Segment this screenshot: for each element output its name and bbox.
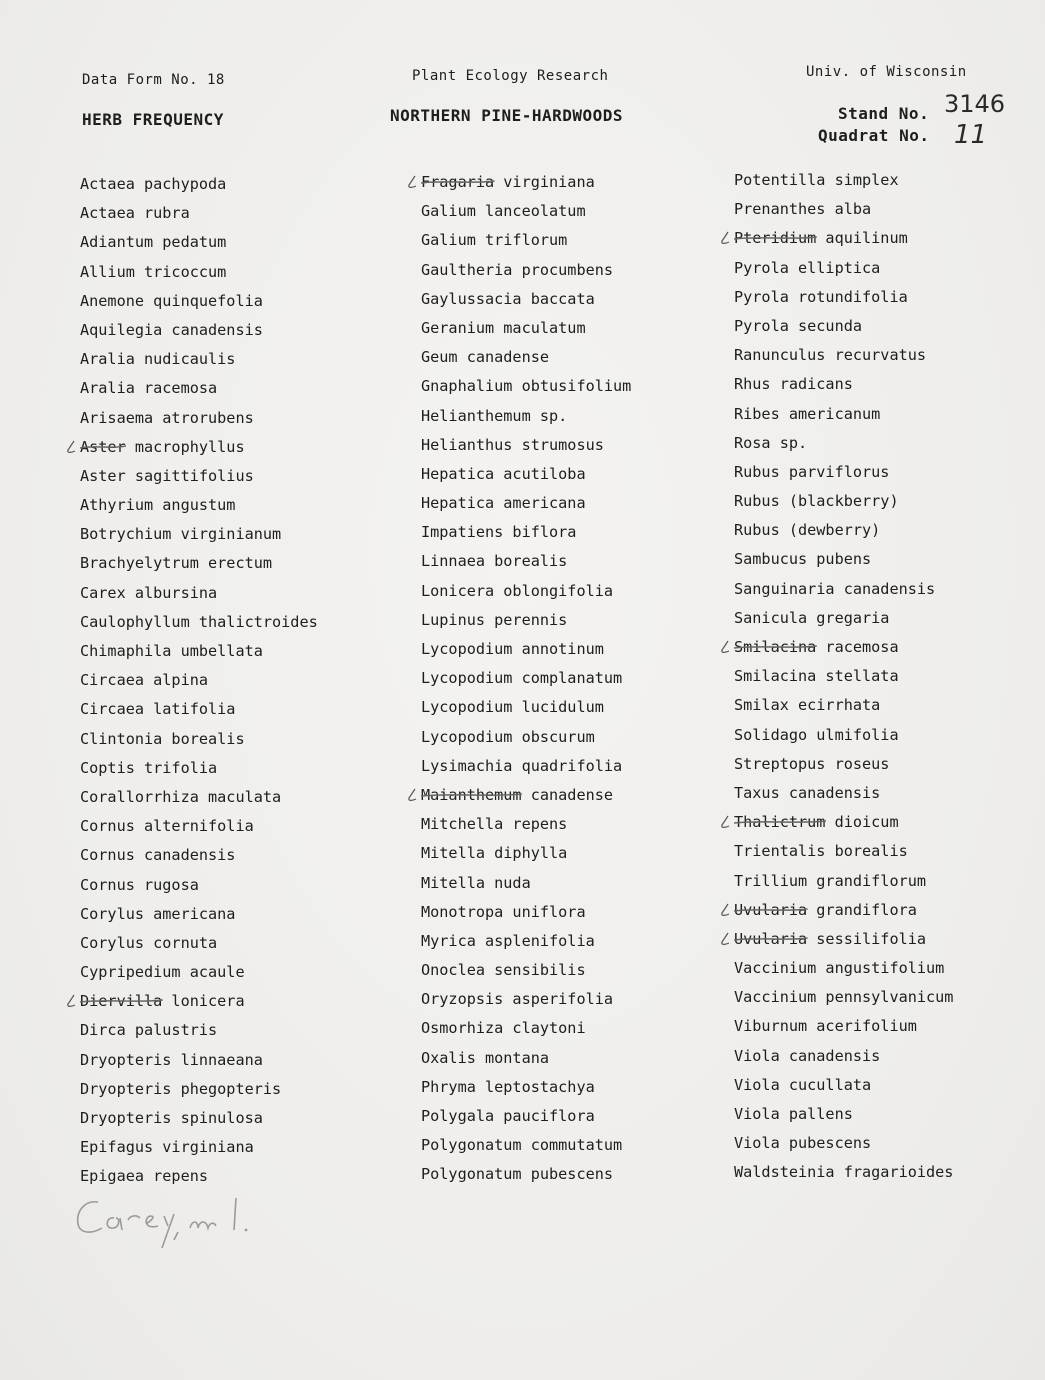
species-item <box>734 779 953 808</box>
species-name: Viola cucullata <box>734 1075 872 1094</box>
check-mark-icon <box>407 788 417 802</box>
species-item <box>80 374 318 403</box>
species-item <box>734 312 953 341</box>
species-item <box>80 345 318 374</box>
species-item <box>734 837 953 866</box>
species-item <box>421 869 631 898</box>
species-item <box>734 341 953 370</box>
species-name: Helianthemum sp. <box>421 406 568 425</box>
species-name: Pyrola secunda <box>734 316 863 335</box>
species-item <box>734 458 953 487</box>
species-name: Galium lanceolatum <box>421 202 586 221</box>
species-name: Vaccinium pennsylvanicum <box>734 988 954 1007</box>
species-item <box>421 664 631 693</box>
species-name: Lycopodium complanatum <box>421 669 623 688</box>
species-name: Onoclea sensibilis <box>421 961 586 980</box>
species-name: Osmorhiza claytoni <box>421 1019 586 1038</box>
strike-mark <box>734 818 826 826</box>
species-item <box>421 781 631 810</box>
species-item <box>734 1071 953 1100</box>
species-item <box>734 1129 953 1158</box>
species-name: Trientalis borealis <box>734 842 908 861</box>
species-name: Polygala pauciflora <box>421 1107 595 1125</box>
species-name: Corylus americana <box>80 904 236 923</box>
species-item <box>421 985 631 1014</box>
species-name: Corylus cornuta <box>80 933 218 952</box>
species-item <box>734 954 953 983</box>
species-item <box>80 520 318 549</box>
species-name: Circaea alpina <box>80 671 209 690</box>
species-item <box>734 1100 953 1129</box>
species-item <box>734 400 953 429</box>
species-name: Monotropa uniflora <box>421 902 586 921</box>
university-name: Univ. of Wisconsin <box>806 64 967 80</box>
community-title: NORTHERN PINE-HARDWOODS <box>390 106 624 125</box>
species-name: Aralia racemosa <box>80 379 218 398</box>
check-mark-icon <box>720 640 730 654</box>
species-column-2 <box>421 168 631 1190</box>
species-item <box>734 516 953 545</box>
species-item <box>734 925 953 954</box>
species-item <box>421 810 631 839</box>
species-name: Corallorrhiza maculata <box>80 787 282 806</box>
species-item <box>80 1133 318 1162</box>
check-mark-icon <box>66 440 76 454</box>
species-item <box>421 752 631 781</box>
species-name: Aralia nudicaulis <box>80 350 236 369</box>
species-name: Rubus (dewberry) <box>734 521 881 540</box>
species-item <box>421 635 631 664</box>
species-name: Viola canadensis <box>734 1046 881 1065</box>
species-item <box>80 549 318 578</box>
species-name: Botrychium virginianum <box>80 525 282 544</box>
species-item <box>421 226 631 255</box>
species-name: Gnaphalium obtusifolium <box>421 377 632 396</box>
species-name: Lycopodium obscurum <box>421 727 595 746</box>
species-name: Phryma leptostachya <box>421 1077 595 1096</box>
species-name: Lonicera oblongifolia <box>421 581 614 600</box>
species-name: Solidago ulmifolia <box>734 725 899 744</box>
species-name: Mitella nuda <box>421 873 531 892</box>
species-item <box>80 783 318 812</box>
check-mark-icon <box>720 903 730 917</box>
strike-mark <box>734 234 817 242</box>
species-item <box>421 402 631 431</box>
species-name: Trillium grandiflorum <box>734 871 927 890</box>
species-item <box>734 224 953 253</box>
species-name: Epigaea repens <box>80 1167 209 1186</box>
species-item <box>421 1102 631 1131</box>
species-item <box>421 898 631 927</box>
species-name: Sambucus pubens <box>734 550 872 569</box>
species-name: Oryzopsis asperifolia <box>421 990 614 1009</box>
species-name: Dryopteris phegopteris <box>80 1079 282 1098</box>
species-item <box>421 314 631 343</box>
species-name: Rosa sp. <box>734 433 808 452</box>
species-name: Galium triflorum <box>421 231 568 250</box>
species-name: Taxus canadensis <box>734 783 881 802</box>
species-name: Ranunculus recurvatus <box>734 346 927 365</box>
species-name: Cornus alternifolia <box>80 817 254 836</box>
species-item <box>421 956 631 985</box>
species-item <box>421 372 631 401</box>
species-item <box>421 693 631 722</box>
species-item <box>734 195 953 224</box>
form-number: Data Form No. 18 <box>82 72 225 88</box>
species-item <box>734 750 953 779</box>
program-name: Plant Ecology Research <box>412 68 609 84</box>
species-item <box>734 604 953 633</box>
species-item <box>421 839 631 868</box>
species-item <box>421 606 631 635</box>
species-name: Actaea rubra <box>80 204 190 223</box>
species-name: Actaea pachypoda <box>80 175 227 193</box>
species-name: Aster macrophyllus <box>80 437 245 456</box>
species-name: Ribes americanum <box>734 404 881 423</box>
species-name: Anemone quinquefolia <box>80 291 263 310</box>
handwritten-signature <box>70 1190 270 1250</box>
species-item <box>421 1044 631 1073</box>
species-name: Arisaema atrorubens <box>80 408 254 427</box>
species-item <box>80 170 318 199</box>
species-name: Aquilegia canadensis <box>80 320 263 339</box>
species-item <box>421 547 631 576</box>
species-name: Pteridium aquilinum <box>734 229 908 248</box>
strike-mark <box>421 791 522 799</box>
species-item <box>80 900 318 929</box>
check-mark-icon <box>720 231 730 245</box>
species-name: Smilax ecirrhata <box>734 696 881 715</box>
species-name: Caulophyllum thalictroides <box>80 612 318 631</box>
species-name: Gaultheria procumbens <box>421 260 614 279</box>
species-item <box>80 404 318 433</box>
species-item <box>421 285 631 314</box>
species-item <box>734 808 953 837</box>
species-item <box>80 987 318 1016</box>
strike-mark <box>80 443 126 451</box>
species-name: Vaccinium angustifolium <box>734 959 945 978</box>
species-name: Athyrium angustum <box>80 496 236 515</box>
species-item <box>421 256 631 285</box>
species-name: Dirca palustris <box>80 1021 218 1040</box>
species-name: Thalictrum dioicum <box>734 813 899 832</box>
species-item <box>80 258 318 287</box>
species-item <box>80 666 318 695</box>
species-item <box>80 287 318 316</box>
species-item <box>421 197 631 226</box>
species-name: Rhus radicans <box>734 375 853 394</box>
species-item <box>80 695 318 724</box>
species-item <box>734 721 953 750</box>
species-name: Diervilla lonicera <box>80 992 245 1011</box>
species-name: Prenanthes alba <box>734 200 872 219</box>
species-item <box>734 166 953 195</box>
species-name: Lysimachia quadrifolia <box>421 756 623 775</box>
species-name: Adiantum pedatum <box>80 233 227 252</box>
species-item <box>80 871 318 900</box>
species-name: Impatiens biflora <box>421 523 577 542</box>
species-item <box>734 983 953 1012</box>
species-item <box>734 1012 953 1041</box>
species-name: Streptopus roseus <box>734 754 890 773</box>
species-item <box>421 343 631 372</box>
species-name: Carex albursina <box>80 583 218 602</box>
species-name: Potentilla simplex <box>734 171 899 189</box>
species-name: Dryopteris spinulosa <box>80 1109 263 1127</box>
species-name: Uvularia grandiflora <box>734 900 917 919</box>
species-item <box>80 1046 318 1075</box>
species-name: Helianthus strumosus <box>421 435 604 454</box>
species-name: Cypripedium acaule <box>80 963 245 982</box>
species-name: Pyrola rotundifolia <box>734 287 908 306</box>
strike-mark <box>734 935 808 943</box>
species-item <box>421 1014 631 1043</box>
species-item <box>421 460 631 489</box>
species-item <box>734 429 953 458</box>
strike-mark <box>734 906 808 914</box>
species-name: Chimaphila umbellata <box>80 642 263 660</box>
species-name: Viola pubescens <box>734 1134 872 1153</box>
species-item <box>80 754 318 783</box>
quadrat-number-handwritten: 11 <box>954 120 988 150</box>
species-name: Mitchella repens <box>421 815 568 834</box>
species-item <box>80 1016 318 1045</box>
species-item <box>734 487 953 516</box>
species-name: Lycopodium annotinum <box>421 640 604 658</box>
species-item <box>734 283 953 312</box>
species-name: Hepatica acutiloba <box>421 464 586 483</box>
check-mark-icon <box>66 994 76 1008</box>
check-mark-icon <box>720 932 730 946</box>
species-item <box>80 491 318 520</box>
species-item <box>80 1104 318 1133</box>
species-item <box>734 1158 953 1187</box>
species-item <box>734 633 953 662</box>
species-item <box>80 958 318 987</box>
species-name: Coptis trifolia <box>80 758 218 777</box>
strike-mark <box>80 997 163 1005</box>
species-item <box>80 199 318 228</box>
species-item <box>421 1131 631 1160</box>
quadrat-label: Quadrat No. <box>818 126 930 145</box>
species-name: Pyrola elliptica <box>734 258 881 277</box>
species-name: Brachyelytrum erectum <box>80 554 273 573</box>
species-name: Clintonia borealis <box>80 729 245 748</box>
species-name: Viburnum acerifolium <box>734 1017 917 1036</box>
species-item <box>734 545 953 574</box>
species-item <box>80 1075 318 1104</box>
species-item <box>734 370 953 399</box>
species-name: Smilacina stellata <box>734 667 899 686</box>
species-name: Hepatica americana <box>421 494 586 513</box>
strike-mark <box>734 643 817 651</box>
species-item <box>80 579 318 608</box>
stand-number-handwritten: 3146 <box>944 90 1006 118</box>
species-name: Waldsteinia fragarioides <box>734 1163 954 1182</box>
species-item <box>80 316 318 345</box>
species-name: Uvularia sessilifolia <box>734 929 927 948</box>
species-item <box>421 1160 631 1189</box>
species-column-3 <box>734 166 953 1188</box>
species-name: Smilacina racemosa <box>734 638 899 656</box>
check-mark-icon <box>407 175 417 189</box>
species-name: Allium tricoccum <box>80 262 227 281</box>
species-item <box>421 489 631 518</box>
species-name: Lycopodium lucidulum <box>421 698 604 717</box>
species-name: Sanicula gregaria <box>734 608 890 627</box>
species-item <box>421 1073 631 1102</box>
species-name: Myrica asplenifolia <box>421 931 595 950</box>
species-name: Lupinus perennis <box>421 610 568 629</box>
species-name: Dryopteris linnaeana <box>80 1050 263 1069</box>
species-name: Polygonatum pubescens <box>421 1165 614 1184</box>
species-item <box>421 927 631 956</box>
species-item <box>734 896 953 925</box>
species-name: Maianthemum canadense <box>421 785 614 804</box>
species-item <box>734 254 953 283</box>
species-name: Rubus parviflorus <box>734 462 890 481</box>
species-item <box>734 662 953 691</box>
species-item <box>80 608 318 637</box>
species-name: Oxalis montana <box>421 1048 550 1067</box>
species-item <box>80 841 318 870</box>
species-item <box>421 723 631 752</box>
species-item <box>421 168 631 197</box>
species-column-1 <box>80 170 318 1192</box>
check-mark-icon <box>720 815 730 829</box>
species-item <box>80 228 318 257</box>
species-name: Epifagus virginiana <box>80 1138 254 1157</box>
species-name: Aster sagittifolius <box>80 466 254 485</box>
species-item <box>421 431 631 460</box>
species-name: Cornus rugosa <box>80 875 199 894</box>
species-item <box>80 462 318 491</box>
species-name: Rubus (blackberry) <box>734 492 899 511</box>
species-name: Geranium maculatum <box>421 318 586 337</box>
species-name: Sanguinaria canadensis <box>734 579 936 598</box>
species-name: Polygonatum commutatum <box>421 1136 623 1155</box>
form-title: HERB FREQUENCY <box>82 110 224 129</box>
species-item <box>80 929 318 958</box>
species-item <box>80 637 318 666</box>
species-item <box>80 1162 318 1191</box>
species-item <box>734 867 953 896</box>
species-item <box>734 1042 953 1071</box>
species-name: Cornus canadensis <box>80 846 236 865</box>
species-name: Geum canadense <box>421 348 550 367</box>
species-name: Mitella diphylla <box>421 844 568 863</box>
species-item <box>80 725 318 754</box>
species-item <box>734 575 953 604</box>
species-name: Viola pallens <box>734 1105 853 1123</box>
species-name: Linnaea borealis <box>421 552 568 571</box>
species-item <box>80 433 318 462</box>
species-item <box>421 577 631 606</box>
species-item <box>734 691 953 720</box>
species-item <box>421 518 631 547</box>
species-name: Gaylussacia baccata <box>421 289 595 308</box>
stand-label: Stand No. <box>838 104 930 123</box>
species-item <box>80 812 318 841</box>
strike-mark <box>421 178 495 186</box>
species-name: Fragaria virginiana <box>421 173 595 191</box>
species-name: Circaea latifolia <box>80 700 236 719</box>
